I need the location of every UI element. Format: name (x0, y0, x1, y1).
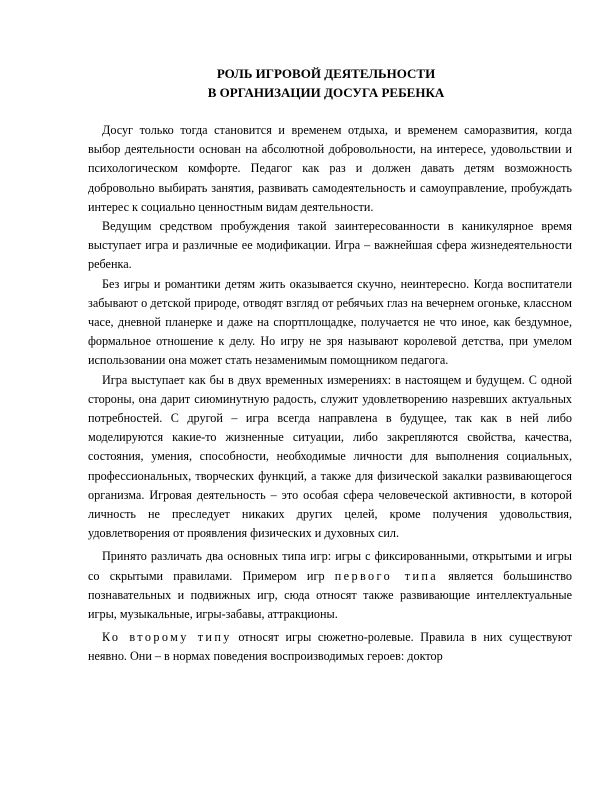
paragraph-2: Ведущим средством пробуждения такой заинтересованности в каникулярное время выступает игра и различные ее модификации. Игра – важнейшая сфера жизнедеятельности ребенка. (88, 219, 572, 272)
paragraph-1: Досуг только тогда становится и временем отдыха, и временем саморазвития, когда выбор деятельности основан на абсолютной добровольности, на интересе, удовольствии и психологическом комфорте. Педагог как раз и должен давать детям возможность добровольно выбирать занятия, развивать самодеятельность и самоуправление, пробуждать интерес к социально ценностным видам деятельности. (88, 123, 572, 214)
paragraph-6-text-c: относят игры сюжетно-ролевые. Правила в них существуют неявно. Они – в нормах поведения воспроизводимых героев: доктор (88, 630, 572, 664)
paragraph-6-text-a: Ко (102, 630, 130, 645)
paragraph-5 (88, 547, 572, 624)
document-title (60, 64, 592, 102)
paragraph-6 (88, 628, 572, 666)
title-line-2: В ОРГАНИЗАЦИИ ДОСУГА РЕБЕНКА (207, 85, 445, 100)
document-body (88, 121, 572, 667)
paragraph-5-text-a: Принято различать два основных типа игр: игры с фиксированными, открытыми и игры со скрытыми правилами. Примером игр (88, 549, 572, 583)
paragraph-5-emphasis: первого типа (334, 568, 439, 583)
title-line-1: РОЛЬ ИГРОВОЙ ДЕЯТЕЛЬНОСТИ (216, 66, 436, 81)
paragraph-4: Игра выступает как бы в двух временных измерениях: в настоящем и будущем. С одной стороны, она дарит сиюминутную радость, служит удовлетворению назревших актуальных потребностей. С другой – игра всегда направлена в будущее, так как в ней либо моделируются какие-то жизненные ситуации, либо закрепляются свойства, качества, состояния, умения, способности, необходимые личности для выполнения социальных, профессиональных, творческих функций, а также для физической закалки развивающегося организма. Игровая деятельность – это особая сфера человеческой активности, в которой личность не преследует никаких других целей, кроме получения удовольствия, удовлетворения от проявления физических и духовных сил. (88, 372, 572, 541)
paragraph-5-text-c: является большинство познавательных и подвижных игр, сюда относят также развивающие интеллектуальные игры, музыкальные, игры-забавы, аттракционы. (88, 568, 572, 622)
paragraph-3: Без игры и романтики детям жить оказывается скучно, неинтересно. Когда воспитатели забывают о детской природе, отводят взгляд от ребячьих глаз на вечернем огоньке, классном часе, дневной планерке и даже на спортплощадке, получается не что иное, как бездумное, формальное отношение к делу. Но игру не зря называют королевой детства, при умелом использовании она может стать незаменимым помощником педагога. (88, 276, 572, 368)
paragraph-6-emphasis: второму типу (129, 630, 232, 645)
